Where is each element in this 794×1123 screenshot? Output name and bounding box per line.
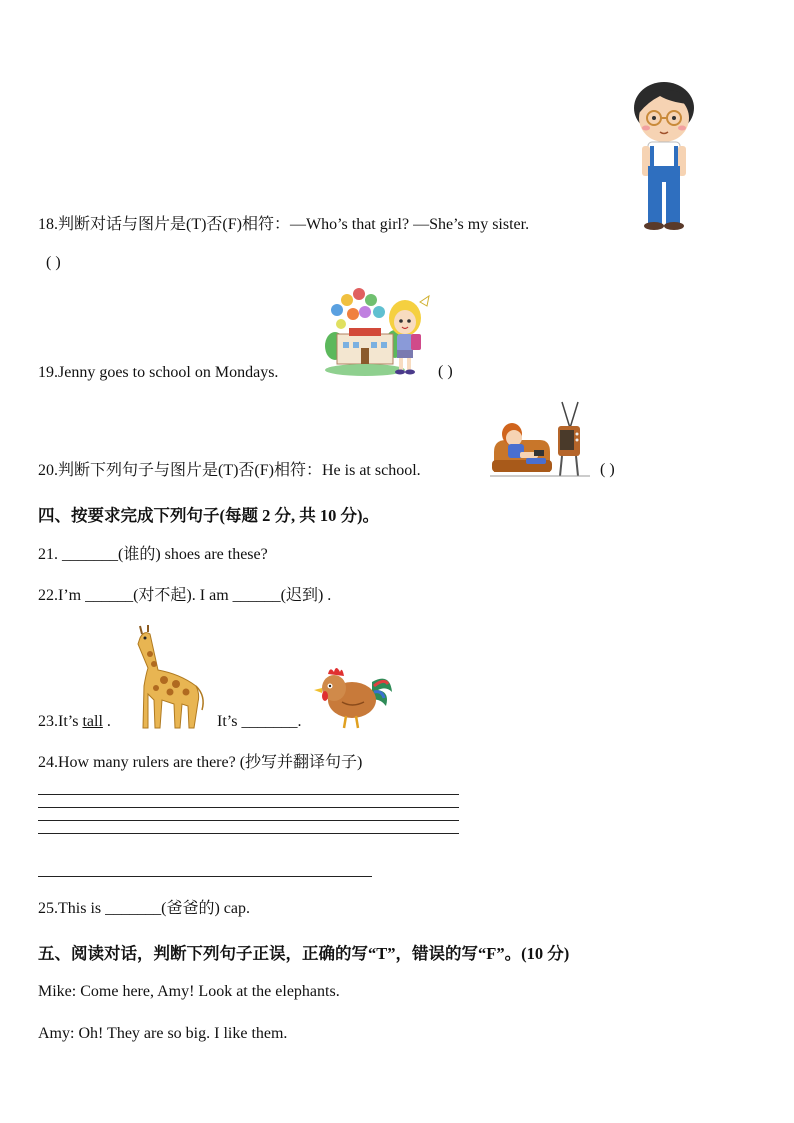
answer-bracket-20[interactable]: ( ) [600, 461, 615, 478]
question-19: 19.Jenny goes to school on Mondays. [38, 364, 279, 381]
question-25: 25.This is _______(爸爸的) cap. [38, 900, 250, 917]
question-23-second: It’s _______. [217, 713, 302, 730]
boy-watching-tv-illustration [490, 400, 590, 478]
section-4-title: 四、按要求完成下列句子(每题 2 分, 共 10 分)。 [38, 506, 379, 525]
writing-line-2[interactable] [38, 807, 459, 808]
answer-bracket-19[interactable]: ( ) [438, 363, 453, 380]
question-23-suffix: . [102, 713, 111, 730]
question-18: 18.判断对话与图片是(T)否(F)相符：—Who’s that girl? —She’s my sister. [38, 216, 530, 233]
question-24: 24.How many rulers are there? (抄写并翻译句子) [38, 754, 363, 771]
answer-bracket-18[interactable]: ( ) [46, 254, 61, 271]
dialog-line-2: Amy: Oh! They are so big. I like them. [38, 1025, 288, 1042]
writing-line-3[interactable] [38, 820, 459, 821]
boy-illustration [630, 82, 700, 232]
question-22: 22.I’m ______(对不起). I am ______(迟到) . [38, 587, 332, 604]
writing-line-4[interactable] [38, 833, 459, 834]
question-21: 21. _______(谁的) shoes are these? [38, 546, 268, 563]
giraffe-illustration [126, 624, 208, 730]
question-23-answer-tall: tall [82, 713, 103, 730]
question-23 [38, 712, 111, 732]
question-20: 20.判断下列句子与图片是(T)否(F)相符：He is at school. [38, 462, 421, 479]
question-23-prefix: 23.It’s [38, 713, 83, 730]
translation-line[interactable] [38, 876, 372, 877]
rooster-illustration [312, 662, 392, 730]
dialog-line-1: Mike: Come here, Amy! Look at the elephants. [38, 983, 340, 1000]
school-girl-illustration [325, 288, 435, 378]
writing-line-1[interactable] [38, 794, 459, 795]
section-5-title: 五、阅读对话，判断下列句子正误，正确的写“T”，错误的写“F”。(10 分) [38, 944, 570, 963]
